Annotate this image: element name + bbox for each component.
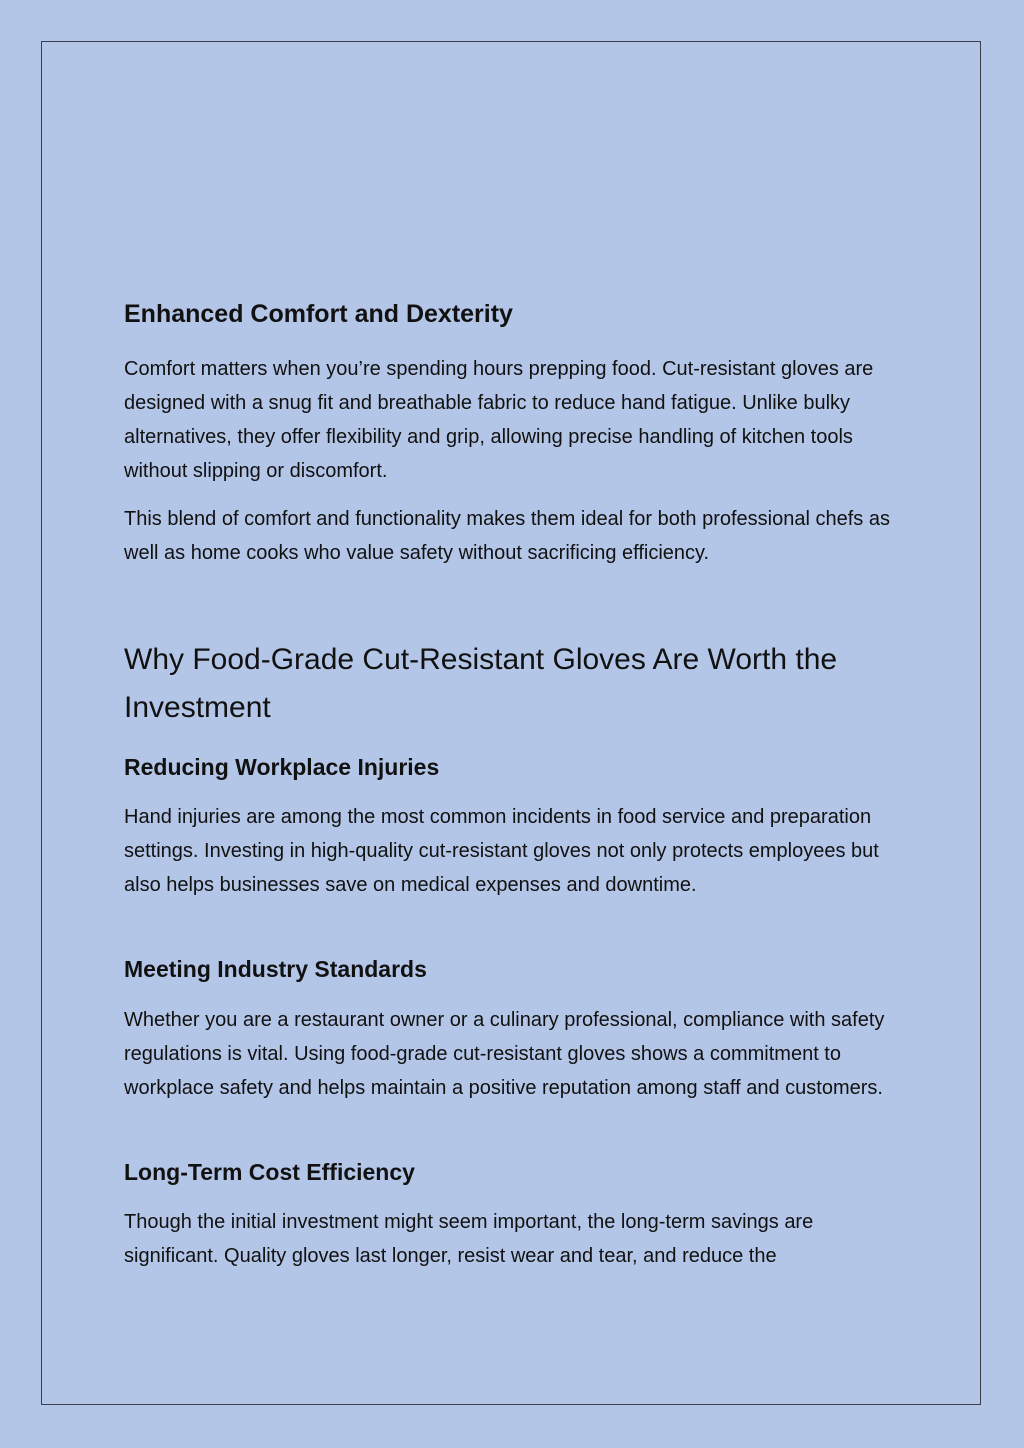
heading-reducing-injuries: Reducing Workplace Injuries bbox=[124, 754, 440, 780]
paragraph-reducing-injuries: Hand injuries are among the most common incidents in food service and preparation settings. Investing in high-quality cut-resistant gloves not only protects employees but also helps businesses save on medical expenses and downtime. bbox=[124, 806, 879, 896]
heading-cost-efficiency: Long-Term Cost Efficiency bbox=[124, 1159, 415, 1185]
heading-enhanced-comfort: Enhanced Comfort and Dexterity bbox=[124, 300, 513, 328]
paragraph-cost-efficiency: Though the initial investment might seem important, the long-term savings are significant. Quality gloves last longer, resist wear and tear, and reduce the bbox=[124, 1211, 814, 1267]
paragraph-comfort-1: Comfort matters when you’re spending hours prepping food. Cut-resistant gloves are designed with a snug fit and breathable fabric to reduce hand fatigue. Unlike bulky alternatives, they offer flexibility and grip, allowing precise handling of kitchen tools without slipping or discomfort. bbox=[124, 358, 874, 482]
paragraph-comfort-2: This blend of comfort and functionality makes them ideal for both professional chefs as well as home cooks who value safety without sacrificing efficiency. bbox=[124, 508, 890, 564]
paragraph-industry-standards: Whether you are a restaurant owner or a culinary professional, compliance with safety regulations is vital. Using food-grade cut-resistant gloves shows a commitment to workplace safety and helps maintain a positive reputation among staff and customers. bbox=[124, 1009, 885, 1099]
heading-why-gloves-worth-investment: Why Food-Grade Cut-Resistant Gloves Are Worth the Investment bbox=[124, 643, 838, 724]
heading-industry-standards: Meeting Industry Standards bbox=[124, 956, 427, 982]
